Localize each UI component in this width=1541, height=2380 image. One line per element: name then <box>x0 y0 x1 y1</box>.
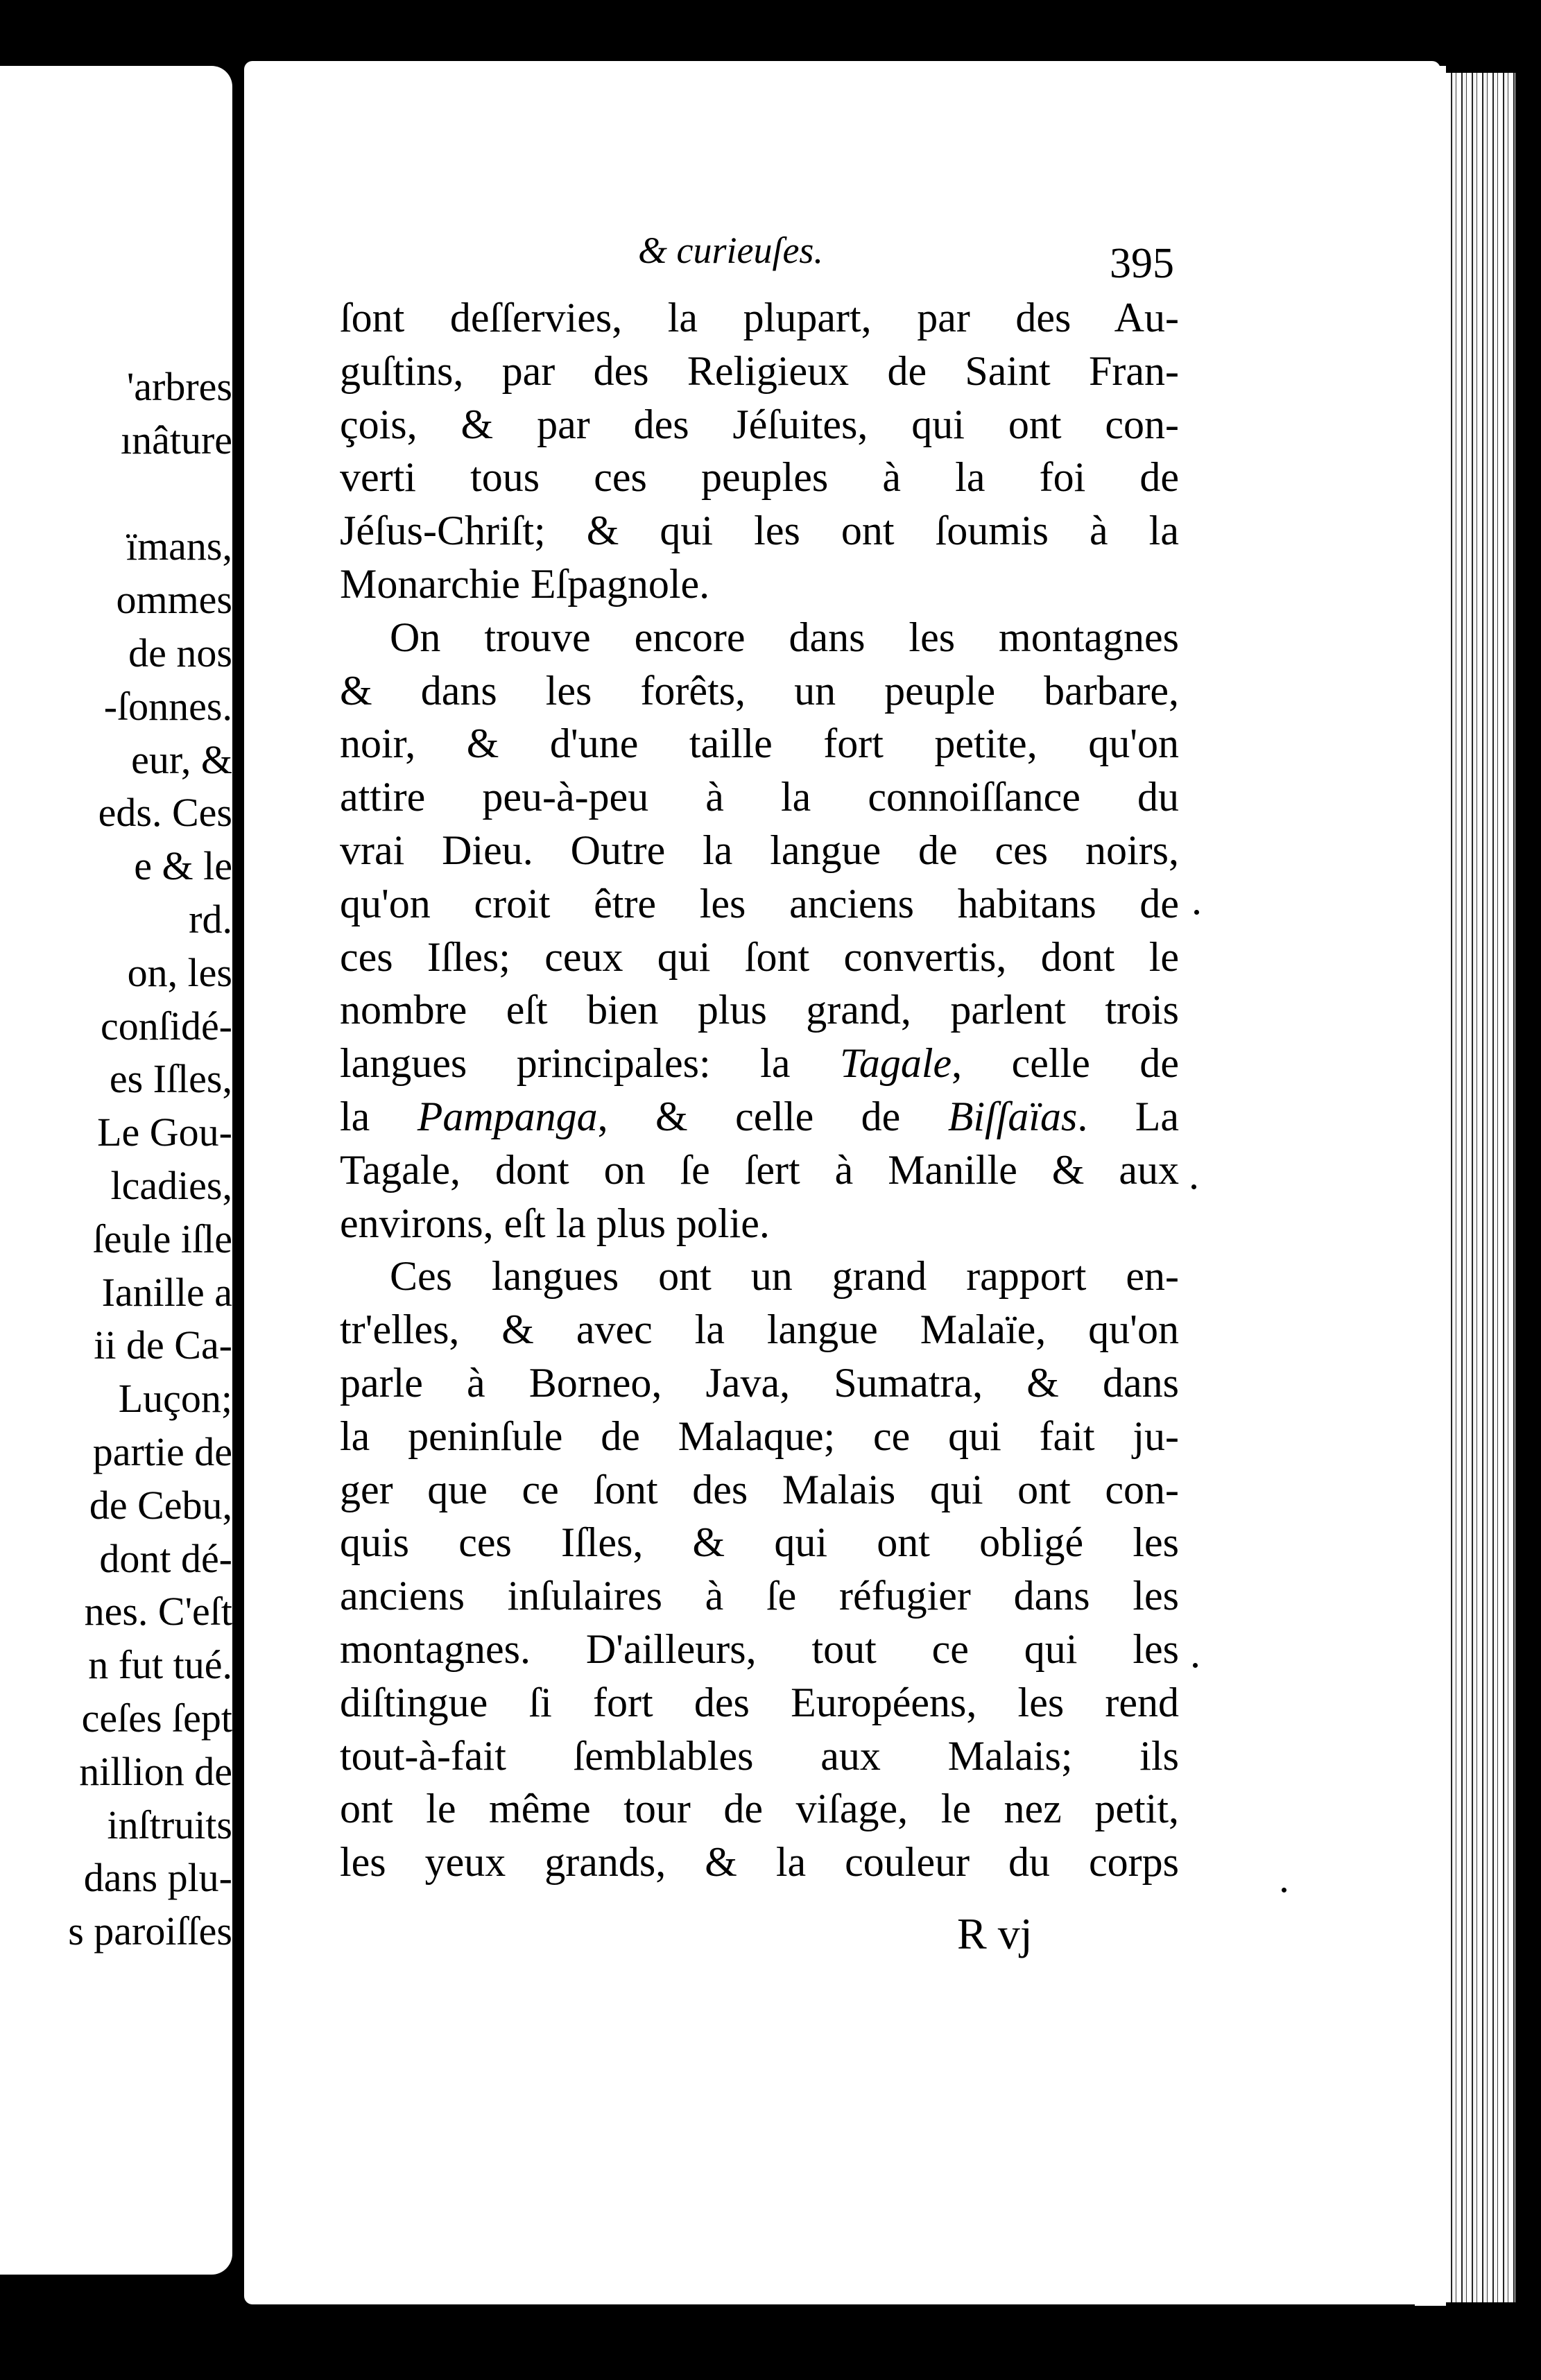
left-page-line: s paroiſſes <box>68 1908 232 1954</box>
text-line: attire peu-à-peu à la connoiſſance du <box>340 774 1179 820</box>
left-page-line: ïmans, <box>126 524 232 569</box>
margin-dot <box>1194 910 1199 915</box>
text-line: les yeux grands, & la couleur du corps <box>340 1839 1179 1886</box>
left-page-line: -ſonnes. <box>103 683 232 729</box>
text-line: çois, & par des Jéſuites, qui ont con- <box>340 401 1179 447</box>
text-segment: , & celle de <box>597 1093 901 1139</box>
left-page-line: inſtruits <box>107 1802 232 1847</box>
text-line: Jéſus-Chriſt; & qui les ont ſoumis à la <box>340 508 1179 554</box>
text-line: tr'elles, & avec la langue Malaïe, qu'on <box>340 1307 1179 1353</box>
text-segment: , celle de <box>952 1040 1180 1087</box>
left-page-line <box>0 467 232 521</box>
page-number: 395 <box>1110 240 1174 287</box>
left-page-line: dont dé- <box>99 1535 232 1581</box>
margin-dot <box>1191 1184 1196 1189</box>
text-segment: langues principales: la <box>340 1040 791 1087</box>
text-line: Monarchie Eſpagnole. <box>340 560 710 607</box>
text-line: la peninſule de Malaque; ce qui fait ju- <box>340 1413 1179 1459</box>
body-text <box>340 291 1179 1889</box>
text-line: montagnes. D'ailleurs, tout ce qui les <box>340 1626 1179 1672</box>
paragraph-start-line: On trouve encore dans les montagnes <box>390 614 1179 660</box>
left-page-line: on, les <box>127 949 232 995</box>
text-line: anciens inſulaires à ſe réfugier dans les <box>340 1573 1179 1619</box>
italic-term-bissaias: Biſſaïas <box>947 1093 1078 1139</box>
left-page-line: es Iſles, <box>109 1056 232 1102</box>
left-page-line: Ianille a <box>101 1269 232 1315</box>
text-line: vrai Dieu. Outre la langue de ces noirs, <box>340 827 1179 873</box>
left-page-line: 'arbres <box>126 364 232 409</box>
italic-term-tagale: Tagale <box>839 1040 952 1087</box>
text-line <box>340 1037 1179 1090</box>
left-page-line: ii de Ca- <box>94 1322 232 1368</box>
left-page-line: ceſes ſept <box>81 1695 232 1741</box>
left-facing-page <box>0 66 232 2275</box>
page-edges <box>1436 73 1515 2302</box>
left-page-line: nes. C'eſt <box>84 1589 232 1635</box>
left-page-line: Le Gou- <box>97 1110 232 1155</box>
left-page-line: partie de <box>92 1429 232 1474</box>
left-page-line: ſeule iſle <box>92 1216 232 1261</box>
left-page-line: conſidé- <box>100 1003 232 1049</box>
text-line <box>340 1090 1179 1144</box>
left-page-line: eur, & <box>131 736 232 782</box>
margin-dot <box>1193 1663 1198 1668</box>
running-title: & curieuſes. <box>638 230 823 271</box>
left-page-line: eds. Ces <box>98 790 232 836</box>
text-line: ces Iſles; ceux qui ſont convertis, dont le <box>340 933 1179 980</box>
page-edge-cap <box>1415 66 1446 2306</box>
text-line: noir, & d'une taille fort petite, qu'on <box>340 721 1179 767</box>
left-page-line: rd. <box>189 896 232 942</box>
text-line: environs, eſt la plus polie. <box>340 1200 770 1246</box>
text-line: ſont deſſervies, la plupart, par des Au- <box>340 295 1179 340</box>
text-line: qu'on croit être les anciens habitans de <box>340 880 1179 926</box>
text-segment: la <box>340 1093 370 1139</box>
italic-term-pampanga: Pampanga <box>417 1093 598 1139</box>
left-page-line: lcadies, <box>110 1162 232 1208</box>
left-page-line: Luçon; <box>118 1376 232 1422</box>
text-line: quis ces Iſles, & qui ont obligé les <box>340 1519 1179 1566</box>
left-page-line: de nos <box>128 630 232 675</box>
text-line: nombre eſt bien plus grand, parlent trois <box>340 987 1179 1033</box>
signature-mark: R vj <box>957 1909 1033 1958</box>
left-page-line: de Cebu, <box>89 1482 232 1528</box>
left-page-line: ommes <box>116 577 232 623</box>
left-page-line: e & le <box>134 843 232 889</box>
left-page-line: dans plu- <box>83 1855 232 1901</box>
text-line: parle à Borneo, Java, Sumatra, & dans <box>340 1359 1179 1406</box>
left-page-line: nillion de <box>79 1748 232 1794</box>
text-line: & dans les forêts, un peuple barbare, <box>340 667 1179 714</box>
text-line: diſtingue ſi fort des Européens, les rend <box>340 1679 1179 1725</box>
text-line: tout-à-fait ſemblables aux Malais; ils <box>340 1732 1179 1779</box>
margin-dot <box>1282 1888 1286 1892</box>
left-page-line: ınâture <box>120 417 232 463</box>
left-page-text <box>0 361 232 1958</box>
text-line: ont le même tour de viſage, le nez petit, <box>340 1786 1179 1832</box>
left-page-line: n fut tué. <box>88 1642 232 1688</box>
text-line: Tagale, dont on ſe ſert à Manille & aux <box>340 1146 1179 1193</box>
text-line: verti tous ces peuples à la foi de <box>340 454 1179 501</box>
text-segment: . La <box>1077 1093 1180 1139</box>
text-line: ger que ce ſont des Malais qui ont con- <box>340 1466 1179 1512</box>
text-line: guſtins, par des Religieux de Saint Fran- <box>340 347 1179 394</box>
paragraph-start-line: Ces langues ont un grand rapport en- <box>390 1253 1179 1300</box>
